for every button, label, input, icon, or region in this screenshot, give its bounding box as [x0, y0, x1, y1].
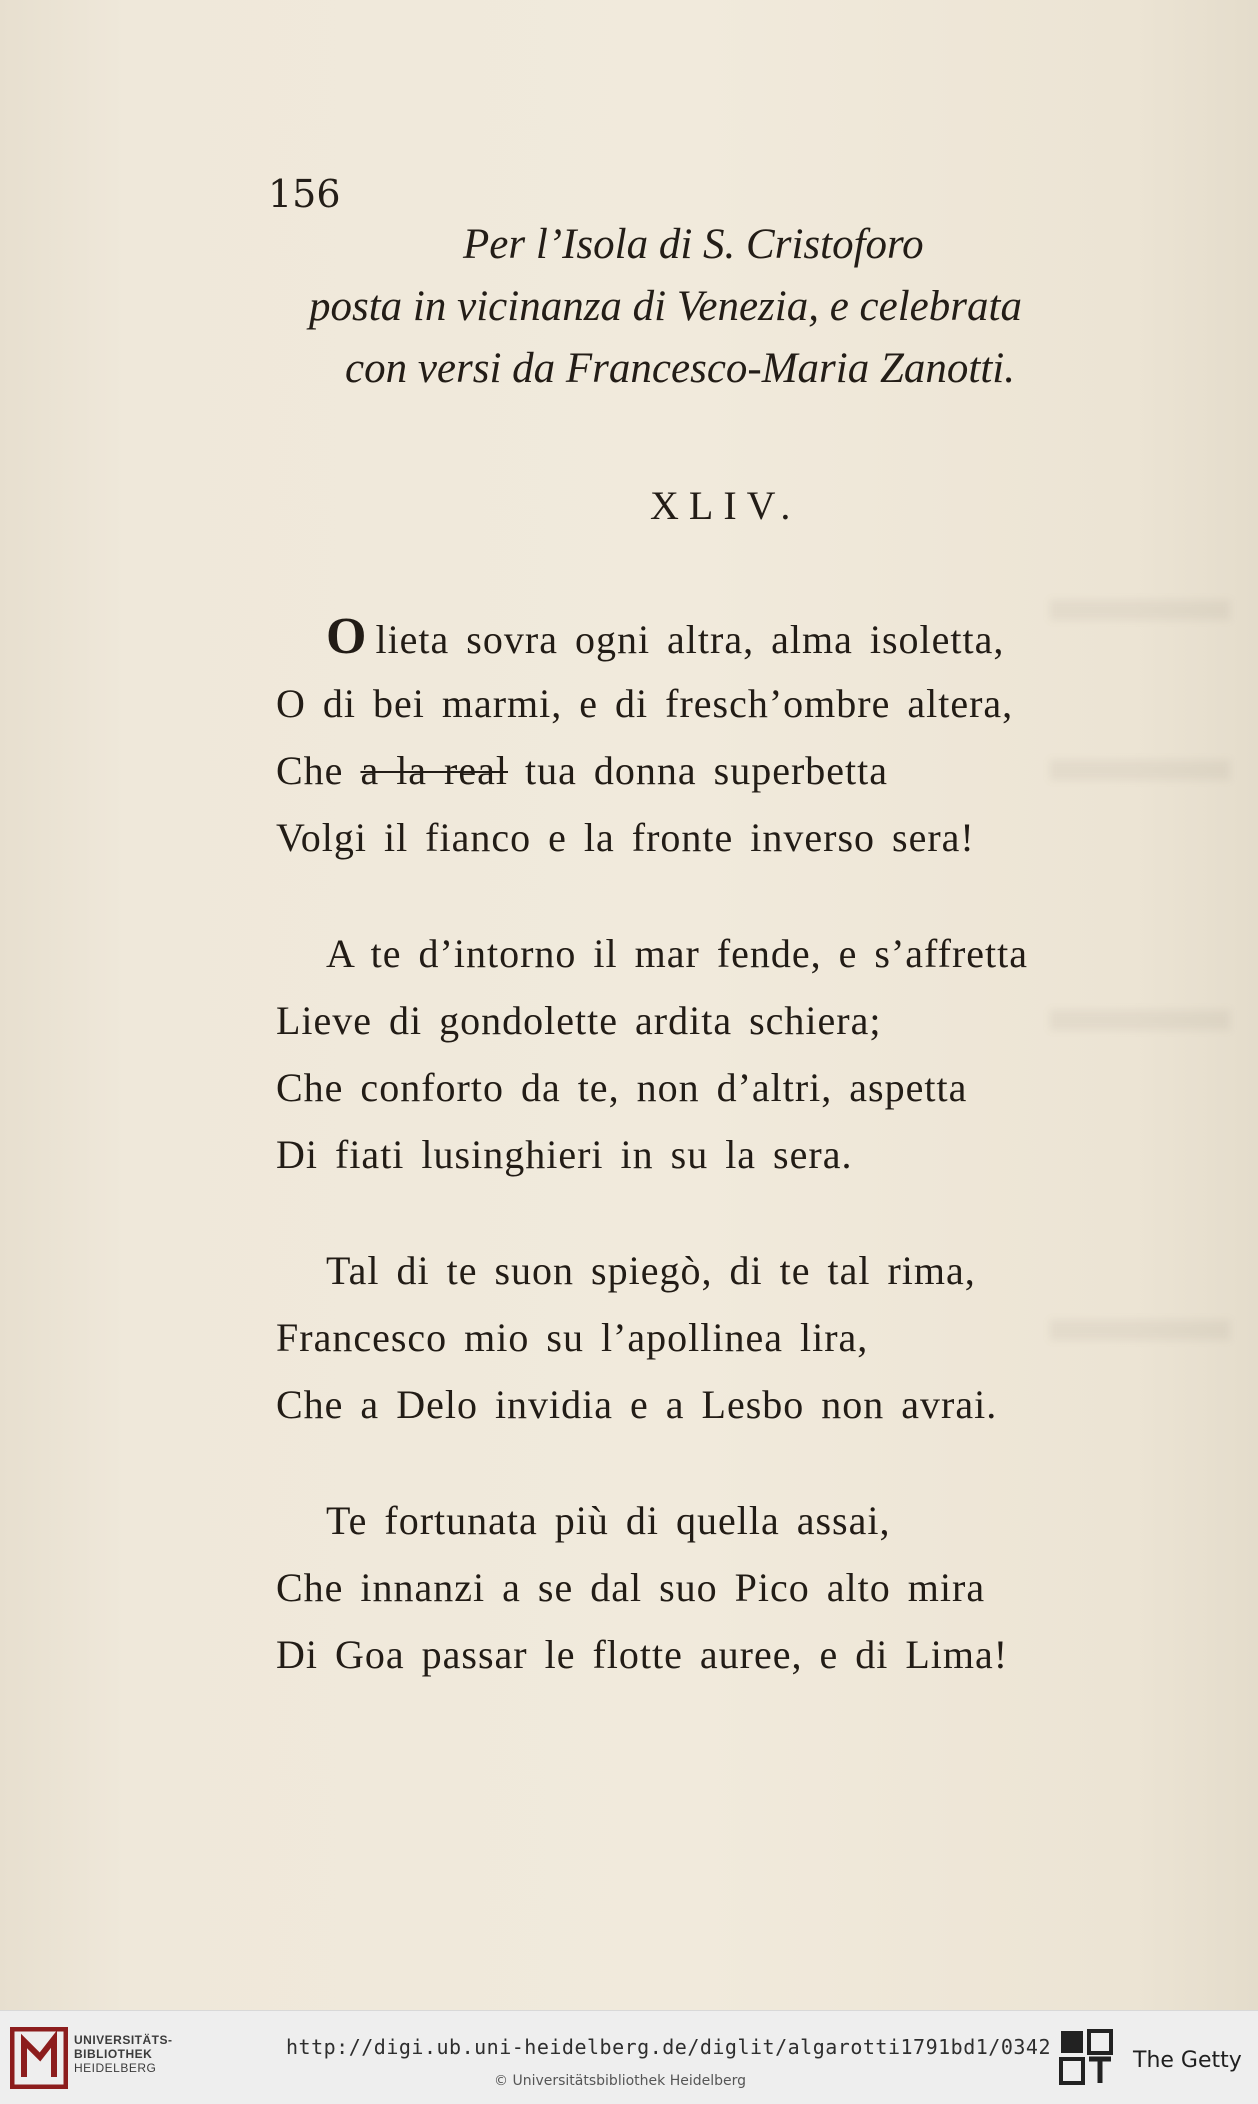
poem-body: [276, 603, 1176, 1737]
dedication-line: con versi da Francesco-Maria Zanotti.: [345, 345, 1015, 392]
verse-line: Te fortunata più di quella assai,: [326, 1498, 891, 1543]
verse-line: Che innanzi a se dal suo Pico alto mira: [276, 1565, 986, 1610]
verse-line: Di Goa passar le flotte auree, e di Lima!: [276, 1632, 1009, 1677]
dedication-line: posta in vicinanza di Venezia, e celebrata: [309, 283, 1022, 330]
verse-text: lieta sovra ogni altra, alma isoletta,: [375, 617, 1005, 662]
partner-name[interactable]: The Getty: [1133, 2048, 1242, 2073]
permalink[interactable]: http://digi.ub.uni-heidelberg.de/diglit/algarotti1791bd1/0342: [286, 2035, 1052, 2059]
library-name-line: UNIVERSITÄTS-: [74, 2033, 173, 2047]
verse-line: Lieve di gondolette ardita schiera;: [276, 998, 882, 1043]
verse-line: [276, 603, 1176, 670]
drop-cap: O: [326, 608, 368, 665]
stanza: [276, 1237, 1176, 1438]
verse-line: [276, 737, 1176, 804]
verse-line: Volgi il fianco e la fronte inverso sera!: [276, 815, 975, 860]
library-name-line: BIBLIOTHEK: [74, 2047, 153, 2061]
poem-number: XLIV.: [650, 483, 801, 528]
verse-line: O di bei marmi, e di fresch’ombre altera,: [276, 681, 1014, 726]
verse-line: A te d’intorno il mar fende, e s’affretta: [326, 931, 1029, 976]
library-name: [74, 2033, 173, 2075]
stanza: [276, 603, 1176, 871]
verse-text: Che: [276, 748, 344, 793]
struck-text: a la real: [360, 748, 508, 793]
dedication-heading: [280, 214, 1200, 400]
footer-bar: [0, 2010, 1258, 2104]
verse-line: Che conforto da te, non d’altri, aspetta: [276, 1065, 968, 1110]
verse-text: tua donna superbetta: [525, 748, 888, 793]
dedication-line: Per l’Isola di S. Cristoforo: [463, 221, 924, 268]
verse-line: Tal di te suon spiegò, di te tal rima,: [326, 1248, 976, 1293]
library-name-line: HEIDELBERG: [74, 2061, 157, 2075]
page-number: 156: [268, 172, 341, 216]
copyright-notice: © Universitätsbibliothek Heidelberg: [494, 2073, 747, 2089]
stanza: [276, 1487, 1176, 1688]
verse-line: Di fiati lusinghieri in su la sera.: [276, 1132, 853, 1177]
university-library-logo-icon[interactable]: [10, 2027, 68, 2089]
stanza: [276, 920, 1176, 1188]
verse-line: Francesco mio su l’apollinea lira,: [276, 1315, 869, 1360]
verse-line: Che a Delo invidia e a Lesbo non avrai.: [276, 1382, 998, 1427]
getty-logo-icon[interactable]: [1059, 2029, 1115, 2087]
